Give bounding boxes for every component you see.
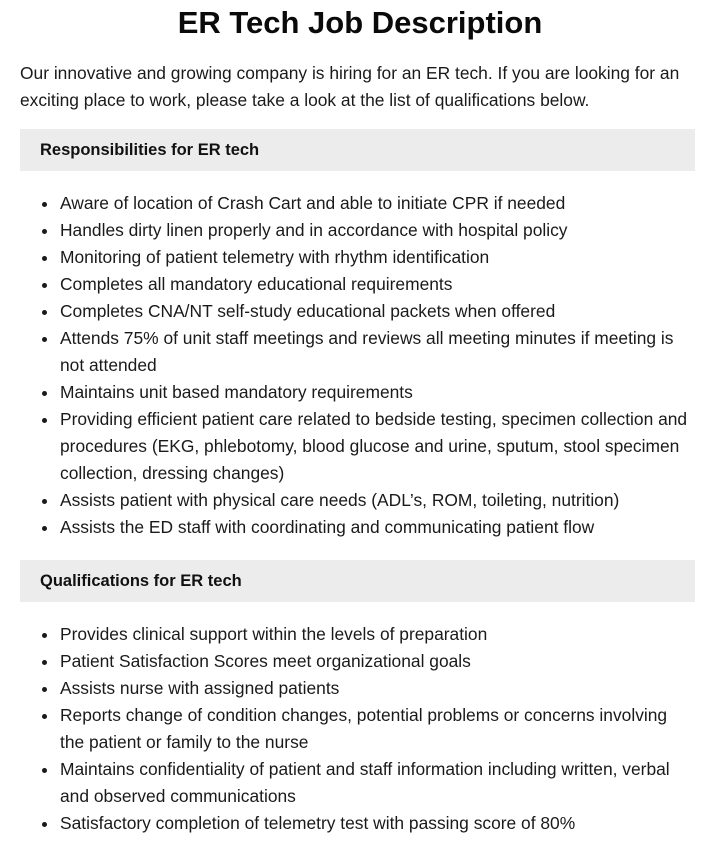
list-item-text: Assists the ED staff with coordinating and communicating patient flow (60, 517, 595, 537)
list-item-text: Handles dirty linen properly and in accordance with hospital policy (60, 220, 568, 240)
bullet-icon (42, 337, 47, 342)
list-item-text: Reports change of condition changes, potential problems or concerns involving the patient or family to the nurse (60, 705, 668, 752)
intro-paragraph: Our innovative and growing company is hiring for an ER tech. If you are looking for an exciting place to work, please take a look at the list of qualifications below. (20, 63, 680, 110)
bullet-icon (42, 256, 47, 261)
bullet-icon (42, 822, 47, 827)
bullet-icon (42, 768, 47, 773)
list-item-text: Assists nurse with assigned patients (60, 678, 340, 698)
list-item-text: Satisfactory completion of telemetry test with passing score of 80% (60, 813, 576, 833)
list-item (20, 406, 690, 487)
list-item (20, 756, 690, 810)
bullet-icon (42, 391, 47, 396)
responsibilities-list (20, 190, 690, 541)
bullet-icon (42, 499, 47, 504)
qualifications-heading: Qualifications for ER tech (20, 560, 695, 602)
list-item (20, 298, 690, 325)
bullet-icon (42, 283, 47, 288)
list-item-text: Patient Satisfaction Scores meet organizational goals (60, 651, 471, 671)
list-item (20, 244, 690, 271)
list-item-text: Completes CNA/NT self-study educational packets when offered (60, 301, 556, 321)
list-item (20, 514, 690, 541)
list-item (20, 648, 690, 675)
list-item (20, 217, 690, 244)
list-item-text: Completes all mandatory educational requirements (60, 274, 453, 294)
bullet-icon (42, 714, 47, 719)
list-item-text: Monitoring of patient telemetry with rhythm identification (60, 247, 490, 267)
list-item-text: Assists patient with physical care needs (ADL’s, ROM, toileting, nutrition) (60, 490, 620, 510)
list-item (20, 702, 690, 756)
list-item (20, 379, 690, 406)
bullet-icon (42, 202, 47, 207)
list-item-text: Aware of location of Crash Cart and able to initiate CPR if needed (60, 193, 566, 213)
list-item (20, 325, 690, 379)
bullet-icon (42, 687, 47, 692)
list-item (20, 621, 690, 648)
bullet-icon (42, 633, 47, 638)
list-item (20, 675, 690, 702)
list-item (20, 190, 690, 217)
bullet-icon (42, 229, 47, 234)
bullet-icon (42, 526, 47, 531)
qualifications-list (20, 621, 690, 837)
list-item-text: Maintains confidentiality of patient and staff information including written, verbal and observed communications (60, 759, 670, 806)
page-title: ER Tech Job Description (177, 5, 543, 40)
list-item-text: Attends 75% of unit staff meetings and reviews all meeting minutes if meeting is not attended (60, 328, 674, 375)
bullet-icon (42, 660, 47, 665)
bullet-icon (42, 418, 47, 423)
list-item (20, 810, 690, 837)
bullet-icon (42, 310, 47, 315)
list-item (20, 271, 690, 298)
list-item-text: Maintains unit based mandatory requirements (60, 382, 413, 402)
list-item-text: Providing efficient patient care related to bedside testing, specimen collection and procedures (EKG, phlebotomy, blood glucose and urine, sputum, stool specimen collection, dressing changes) (60, 409, 688, 483)
list-item-text: Provides clinical support within the levels of preparation (60, 624, 488, 644)
list-item (20, 487, 690, 514)
responsibilities-heading: Responsibilities for ER tech (20, 129, 695, 171)
